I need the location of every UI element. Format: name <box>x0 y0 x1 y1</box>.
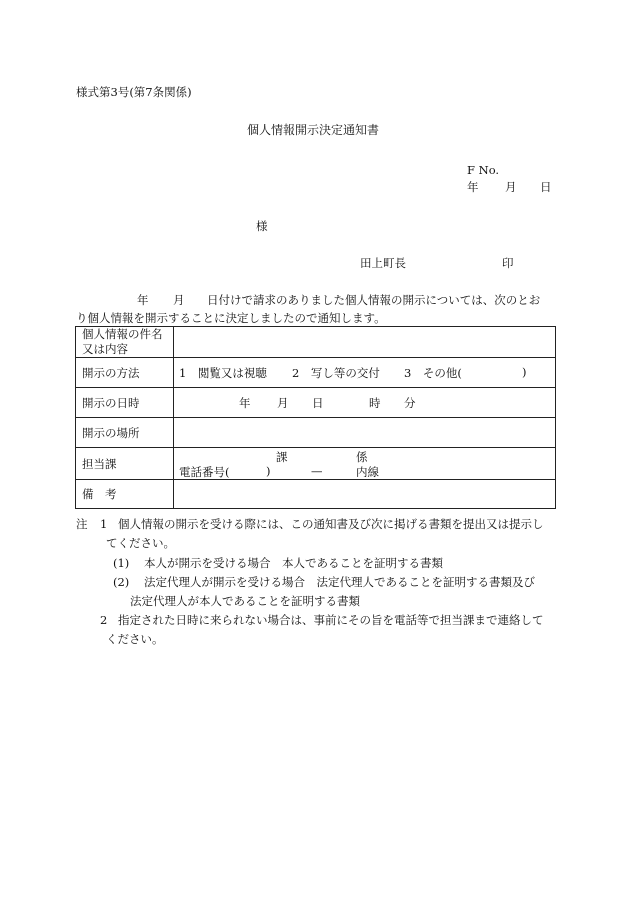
row-label: 担当課 <box>76 448 174 480</box>
row-label: 開示の方法 <box>76 358 174 388</box>
notes-prefix: 注 <box>76 517 88 531</box>
row-label-line: 個人情報の件名 <box>82 327 163 341</box>
document-number: F No. <box>467 163 500 177</box>
dt-month: 月 <box>277 396 289 410</box>
note-1-number: 1 <box>100 517 108 531</box>
table-row <box>76 358 556 388</box>
dt-day: 日 <box>312 396 324 410</box>
body-line-2: り個人情報を開示することに決定しましたので通知します。 <box>76 311 386 325</box>
body-line-1: 日付けで請求のありました個人情報の開示については、次のとお <box>207 293 541 307</box>
table-row <box>76 327 556 358</box>
row-label-line: 又は内容 <box>82 342 128 356</box>
seal-mark: 印 <box>502 256 514 270</box>
phone-close: ) <box>266 464 271 478</box>
note-1-line-2: てください。 <box>106 536 175 550</box>
document-title: 個人情報開示決定通知書 <box>247 123 380 137</box>
subject-value-cell <box>174 327 556 358</box>
method-value-cell <box>174 358 556 388</box>
subnote-1-text: 本人が開示を受ける場合 本人であることを証明する書類 <box>144 556 443 570</box>
note-2-number: 2 <box>100 613 108 627</box>
body-month: 月 <box>173 293 185 307</box>
disclosure-table <box>75 326 556 509</box>
table-row <box>76 480 556 509</box>
phone-extension: 内線 <box>356 465 379 479</box>
method-option-3-close: ) <box>522 365 527 379</box>
row-label: 開示の日時 <box>76 388 174 418</box>
row-label <box>76 327 174 358</box>
table-row <box>76 418 556 448</box>
body-year: 年 <box>137 293 149 307</box>
method-option-2: 2 写し等の交付 <box>292 366 380 380</box>
form-number: 様式第3号(第7条関係) <box>76 85 192 99</box>
note-2-line-2: ください。 <box>106 632 164 646</box>
addressee-suffix: 様 <box>256 219 268 233</box>
department-value-cell <box>174 448 556 480</box>
method-option-3: 3 その他( <box>404 366 462 380</box>
datetime-value-cell <box>174 388 556 418</box>
method-option-1: 1 閲覧又は視聴 <box>179 366 267 380</box>
dept-ka: 課 <box>276 450 288 464</box>
row-label: 備 考 <box>76 480 174 509</box>
issuer-name: 田上町長 <box>360 256 406 270</box>
table-row <box>76 388 556 418</box>
date-month: 月 <box>505 180 517 194</box>
date-year: 年 <box>467 180 479 194</box>
table-row <box>76 448 556 480</box>
date-day: 日 <box>540 180 552 194</box>
subnote-2-line-1: 法定代理人が開示を受ける場合 法定代理人であることを証明する書類及び <box>144 575 535 589</box>
dt-minute: 分 <box>404 396 416 410</box>
place-value-cell <box>174 418 556 448</box>
row-label: 開示の場所 <box>76 418 174 448</box>
phone-dash: — <box>311 464 323 478</box>
dept-kakari: 係 <box>356 450 368 464</box>
subnote-2-line-2: 法定代理人が本人であることを証明する書類 <box>130 594 360 608</box>
note-2-line-1: 指定された日時に来られない場合は、事前にその旨を電話等で担当課まで連絡して <box>118 613 544 627</box>
remarks-value-cell <box>174 480 556 509</box>
dt-year: 年 <box>239 396 251 410</box>
dt-hour: 時 <box>369 396 381 410</box>
phone-label: 電話番号( <box>179 465 230 479</box>
note-1-line-1: 個人情報の開示を受ける際には、この通知書及び次に掲げる書類を提出又は提示し <box>118 517 544 531</box>
subnote-1-number: (1) <box>113 556 130 570</box>
subnote-2-number: (2) <box>113 575 130 589</box>
